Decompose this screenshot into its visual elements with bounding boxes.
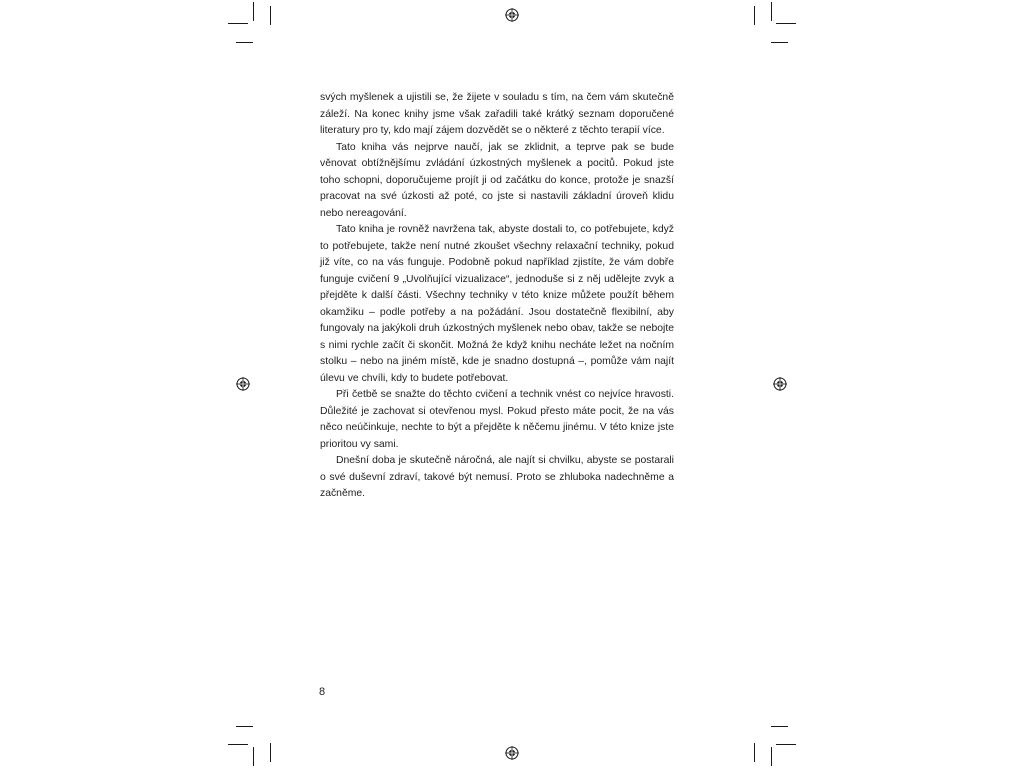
paragraph: Tato kniha vás nejprve naučí, jak se zklidnit, a teprve pak se bude věnovat obtížnějšímu zvládání úzkostných myšlenek a pocitů. Pokud jste toho schopni, doporučujeme projít ji od začátku do konce, protože je snazší pracovat na své úzkosti až poté, co jste si nastavili základní úroveň klidu nebo nereagování. — [320, 141, 674, 219]
crop-mark — [771, 42, 788, 43]
crop-mark — [228, 744, 248, 745]
crop-mark — [754, 743, 755, 762]
crop-mark — [270, 743, 271, 762]
body-text — [320, 90, 674, 503]
crop-mark — [771, 747, 772, 766]
crop-mark — [776, 744, 796, 745]
page-number: 8 — [319, 686, 326, 698]
crop-mark — [253, 747, 254, 766]
paragraph: Při četbě se snažte do těchto cvičení a technik vnést co nejvíce hravosti. Důležité je zachovat si otevřenou mysl. Pokud přesto máte pocit, že na vás něco neúčinkuje, nechte to být a přejděte k něčemu jinému. V této knize jste prioritou vy sami. — [320, 389, 674, 450]
registration-mark-icon — [505, 746, 519, 760]
paragraph: Dnešní doba je skutečně náročná, ale najít si chvilku, abyste se postarali o své duševní zdraví, takové být nemusí. Proto se zhluboka nadechněme a začněme. — [320, 455, 674, 499]
registration-mark-icon — [236, 377, 250, 391]
paragraph: svých myšlenek a ujistili se, že žijete v souladu s tím, na čem vám skutečně záleží. Na konec knihy jsme však zařadili také krátký seznam doporučené literatury pro ty, kdo mají zájem dozvědět se o některé z těchto terapií více. — [320, 92, 674, 136]
crop-mark — [771, 2, 772, 21]
crop-mark — [236, 42, 253, 43]
crop-mark — [228, 23, 248, 24]
crop-mark — [236, 726, 253, 727]
crop-mark — [253, 2, 254, 21]
crop-mark — [771, 726, 788, 727]
paragraph: Tato kniha je rovněž navržena tak, abyste dostali to, co potřebujete, když to potřebujete, takže není nutné zkoušet všechny relaxační techniky, pokud již víte, co na vás funguje. Podobně pokud například zjistíte, že vám dobře funguje cvičení 9 „Uvolňující vizualizace“, jednoduše si z něj udělejte zvyk a přejděte k další části. Všechny techniky v této knize můžete použít během okamžiku – podle potřeby a na požádání. Jsou dostatečně flexibilní, aby fungovaly na jakýkoli druh úzkostných myšlenek nebo obav, takže se nebojte s nimi rychle začít či skončit. Možná že když knihu necháte ležet na nočním stolku – nebo na jiném místě, kde je snadno dostupná –, pomůže vám najít úlevu ve chvíli, kdy to budete potřebovat. — [320, 224, 674, 384]
crop-mark — [776, 23, 796, 24]
registration-mark-icon — [773, 377, 787, 391]
registration-mark-icon — [505, 8, 519, 22]
crop-mark — [754, 6, 755, 25]
crop-mark — [270, 6, 271, 25]
